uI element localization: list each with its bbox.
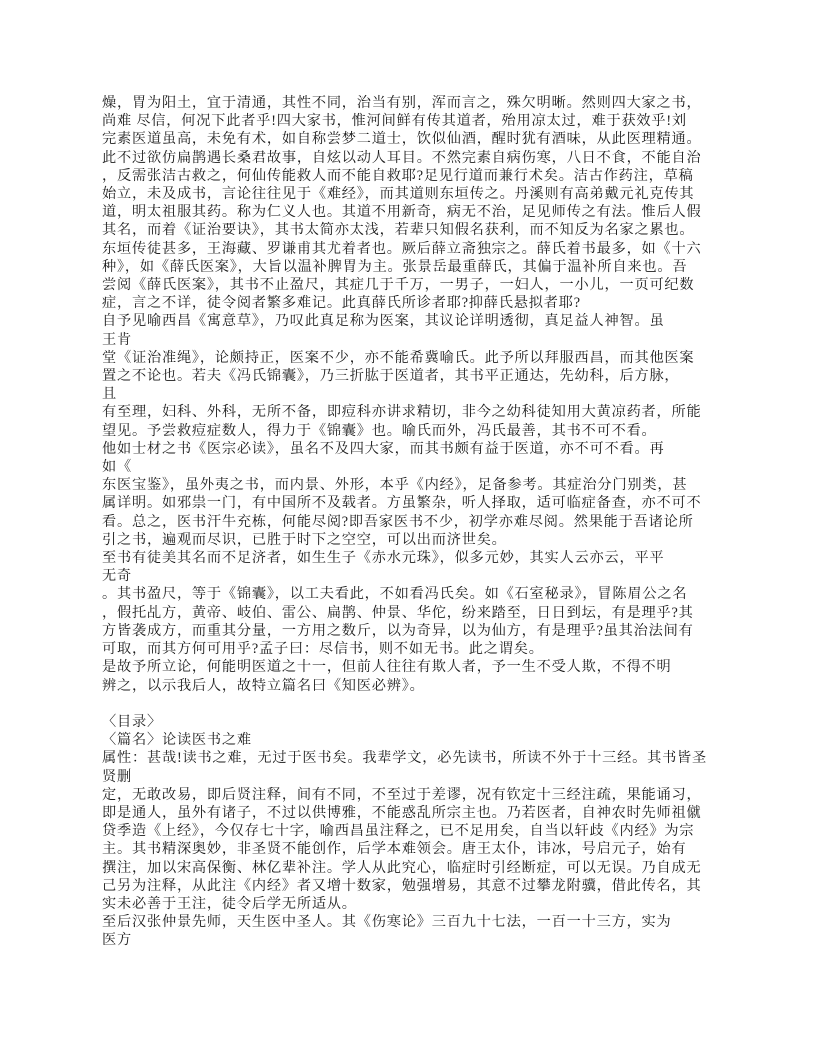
text-line: 贷季造《上经》，今仅存七十字，喻西昌虽注释之，已不足用矣，自当以轩歧《内经》为宗 [102,823,695,840]
text-line: 至后汉张仲景先师，天生医中圣人。其《伤寒论》三百九十七法，一百一十三方，实为 [102,914,672,931]
text-line: 堂《证治准绳》，论颇持正，医案不少，亦不能希冀喻氏。此予所以拜服西昌，而其他医案 [102,349,695,366]
text-line: 即是通人，虽外有诸子，不过以供博雅，不能惑乱所宗主也。乃若医者，自神农时先师祖僦 [102,804,702,821]
text-line: 王肯 [102,331,132,348]
text-line: 无奇 [102,568,132,585]
text-line: 属详明。如邪祟一门，有中国所不及载者。方虽繁杂，听人择取，适可临症备查，亦不可不 [102,495,702,512]
text-line: 辨之，以示我后人，故特立篇名曰《知医必辨》。 [102,677,425,694]
text-line: 定，无敢改易，即后贤注释，间有不同，不至过于差谬，况有钦定十三经注疏，果能诵习， [102,786,702,803]
text-line: 始立，未及成书，言论往往见于《难经》，而其道则东垣传之。丹溪则有高弟戴元礼克传其 [102,186,695,203]
text-line: 方皆袭成方，而重其分量，一方用之数斤，以为奇异，以为仙方，有是理乎?虽其治法间有 [102,622,694,639]
text-line: 尚难 尽信，何况下此者乎!四大家书，惟河间鲜有传其道者，殆用凉太过，难于获效乎!刘 [102,113,687,130]
text-line: 医方 [102,932,132,949]
text-line: 他如士材之书《医宗必读》，虽名不及四大家，而其书颇有益于医道，亦不可不看。再 [102,440,665,457]
text-line: ，反需张洁古救之，何仙传能救人而不能自救耶?足见行道而兼行术矣。洁古作药注，草稿 [102,167,694,184]
text-line: 如《 [102,459,132,476]
text-line: 症，言之不详，徒令阅者繁多难记。此真薛氏所诊者耶?抑薛氏悬拟者耶? [102,295,581,312]
text-line: 主。其书精深奥妙，非圣贤不能创作，后学本难领会。唐王太仆，讳冰，号启元子，始有 [102,841,687,858]
text-line: 置之不论也。若夫《冯氏锦囊》，乃三折肱于医道者，其书平正通达，先幼科，后方脉， [102,368,680,385]
text-line: 尝阅《薛氏医案》，其书不止盈尺，其症几于千万，一男子，一妇人，一小儿，一页可纪数 [102,277,695,294]
text-line: 贤删 [102,768,132,785]
text-line: 己另为注释，从此注《内经》者又增十数家，勉强增易，其意不过攀龙附骥，借此传名，其 [102,877,702,894]
text-line: 燥，胃为阳土，宜于清通，其性不同，治当有别，浑而言之，殊欠明晰。然则四大家之书， [102,95,702,111]
text-line: 自予见喻西昌《寓意草》，乃叹此真足称为医案，其议论详明透彻，真足益人神智。虽 [102,313,665,330]
text-line: 种》，如《薛氏医案》，大旨以温补脾胃为主。张景岳最重薛氏，其偏于温补所自来也。吾 [102,258,688,275]
text-line: 东医宝鉴》，虽外夷之书，而内景、外形，本乎《内经》，足备参考。其症治分门别类，甚 [102,477,688,494]
text-line: 实未必善于王注，徒令后学无所适从。 [102,895,357,912]
text-line: 属性：甚哉!读书之难，无过于医书矣。我辈学文，必先读书，所读不外于十三经。其书皆圣 [102,750,708,767]
text-line: ，假托乩方，黄帝、岐伯、雷公、扁鹊、仲景、华佗，纷来踏至，日日到坛，有是理乎?其 [102,604,694,621]
text-line: 引之书，遍观而尽识，已胜于时下之空空，可以出而济世矣。 [102,531,507,548]
text-line: 是故予所立论，何能明医道之十一，但前人往往有欺人者，予一生不受人欺，不得不明 [102,659,672,676]
text-line: 〈篇名〉论读医书之难 [102,732,252,749]
text-line: 其名，而着《证治要诀》，其书太简亦太浅，若辈只知假名获利，而不知反为名家之累也。 [102,222,695,239]
text-line: 且 [102,386,117,403]
text-line: 此不过欲仿扁鹊遇长桑君故事，自炫以动人耳目。不然完素自病伤寒，八日不食，不能自治 [102,149,702,166]
text-line: 看。总之，医书汗牛充栋，何能尽阅?即吾家医书不少，初学亦难尽阅。然果能于吾诸论所 [102,513,694,530]
text-line: 撰注，加以宋高保衡、林亿辈补注。学人从此究心，临症时引经断症，可以无误。乃自成无 [102,859,702,876]
text-line: 可取，而其方何可用乎?孟子曰：尽信书，则不如无书。此之谓矣。 [102,641,544,658]
text-line: 有至理，妇科、外科，无所不备，即痘科亦讲求精切，非今之幼科徒知用大黄凉药者，所能 [102,404,702,421]
text-line: 望见。予尝救痘症数人，得力于《锦囊》也。喻氏而外，冯氏最善，其书不可不看。 [102,422,657,439]
text-line: 东垣传徒甚多，王海藏、罗谦甫其尤着者也。厥后薛立斋独宗之。薛氏着书最多，如《十六 [102,240,702,257]
document-text [102,94,714,950]
text-line: 至书有徒美其名而不足济者，如生生子《赤水元珠》，似多元妙，其实人云亦云，平平 [102,550,665,567]
text-line: 〈目录〉 [102,713,162,730]
text-line: 。其书盈尺，等于《锦囊》，以工夫看此，不如看冯氏矣。如《石室秘录》，冒陈眉公之名 [102,586,688,603]
text-line: 完素医道虽高，未免有术，如自称尝梦二道士，饮似仙酒，醒时犹有酒味，从此医理精通。 [102,131,702,148]
text-line: 道，明太祖服其药。称为仁义人也。其道不用新奇，病无不治，足见师传之有法。惟后人假 [102,204,702,221]
